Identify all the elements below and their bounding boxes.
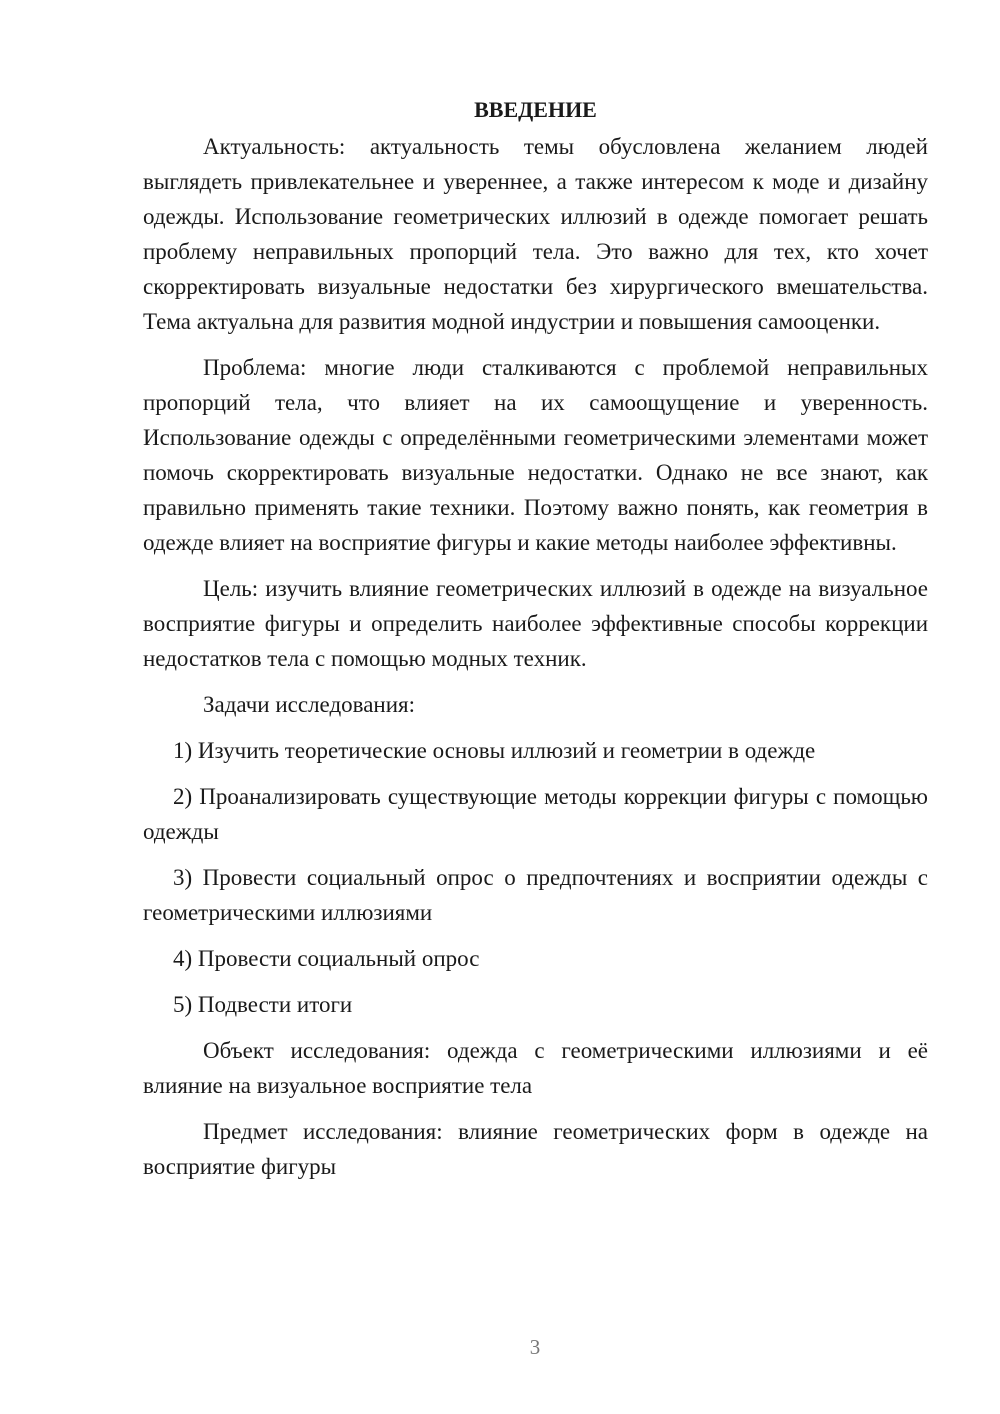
relevance-paragraph: Актуальность: актуальность темы обусловлена желанием людей выглядеть привлекательнее и увереннее, а также интересом к моде и дизайну одежды. Использование геометрических иллюзий в одежде помогает решать проблему неправильных пропорций тела. Это важно для тех, кто хочет скорректировать визуальные недостатки без хирургического вмешательства. Тема актуальна для развития модной индустрии и повышения самооценки. — [143, 134, 928, 334]
goal-paragraph: Цель: изучить влияние геометрических иллюзий в одежде на визуальное восприятие фигуры и определить наиболее эффективные способы коррекции недостатков тела с помощью модных техник. — [143, 576, 928, 671]
document-body — [143, 92, 928, 1195]
task-item: 4) Провести социальный опрос — [173, 946, 480, 971]
task-item: 2) Проанализировать существующие методы коррекции фигуры с помощью одежды — [143, 784, 928, 844]
task-item: 1) Изучить теоретические основы иллюзий и геометрии в одежде — [173, 738, 816, 763]
task-item: 3) Провести социальный опрос о предпочтениях и восприятии одежды с геометрическими иллюзиями — [143, 865, 928, 925]
research-object-paragraph: Объект исследования: одежда с геометрическими иллюзиями и её влияние на визуальное восприятие тела — [143, 1038, 928, 1098]
page-title: ВВЕДЕНИЕ — [474, 97, 597, 122]
task-item: 5) Подвести итоги — [173, 992, 353, 1017]
tasks-heading: Задачи исследования: — [203, 692, 416, 717]
page-number: 3 — [529, 1335, 541, 1359]
research-subject-paragraph: Предмет исследования: влияние геометрических форм в одежде на восприятие фигуры — [143, 1119, 928, 1179]
problem-paragraph: Проблема: многие люди сталкиваются с проблемой неправильных пропорций тела, что влияет на их самоощущение и уверенность. Использование одежды с определёнными геометрическими элементами может помочь скорректировать визуальные недостатки. Однако не все знают, как правильно применять такие техники. Поэтому важно понять, как геометрия в одежде влияет на восприятие фигуры и какие методы наиболее эффективны. — [143, 355, 928, 555]
